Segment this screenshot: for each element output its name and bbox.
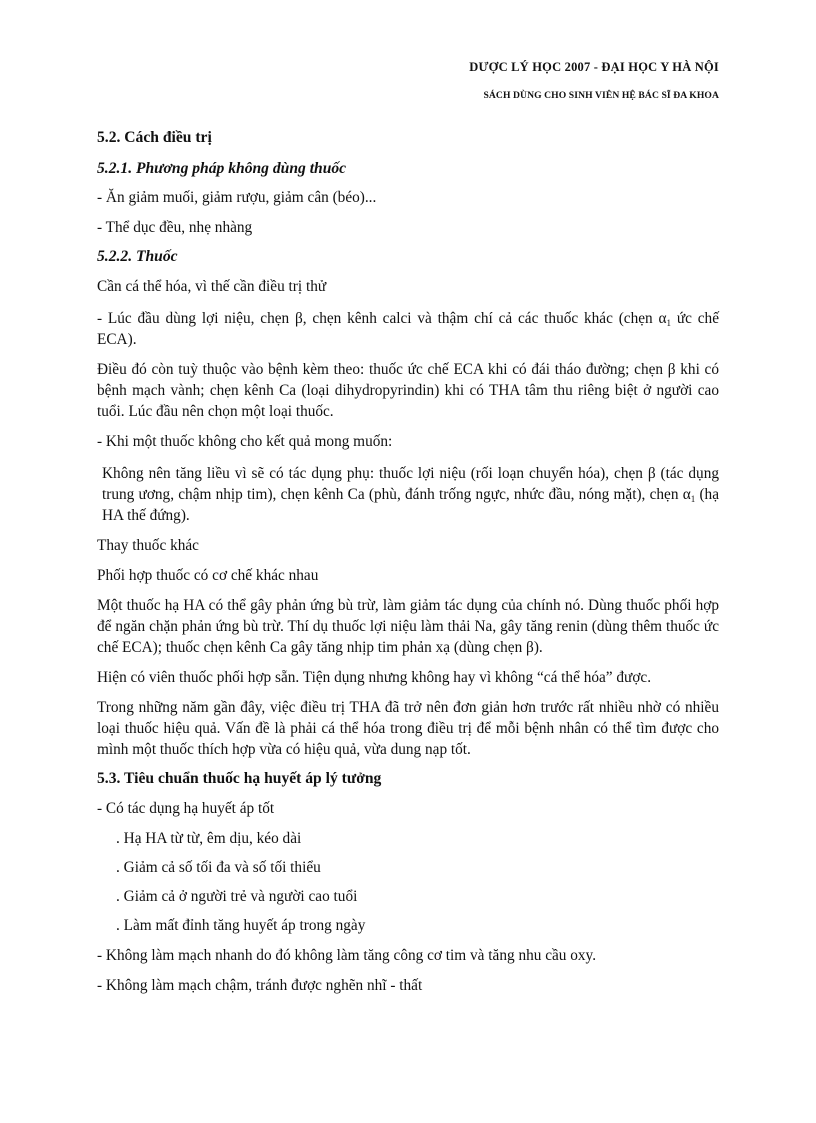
paragraph-text: ức chế ECA). [97, 310, 719, 348]
paragraph: Trong những năm gần đây, việc điều trị THA đã trở nên đơn giản hơn trước rất nhiều nhờ có nhiều loại thuốc hiệu quả. Vấn đề là phải cá thể hóa trong điều trị để mỗi bệnh nhân có thể tìm được cho mình một thuốc thích hợp vừa có hiệu quả, vừa dung nạp tốt. [97, 699, 719, 758]
list-sub-item: . Làm mất đỉnh tăng huyết áp trong ngày [116, 917, 366, 934]
running-header-title: DƯỢC LÝ HỌC 2007 - ĐẠI HỌC Y HÀ NỘI [469, 60, 719, 74]
list-sub-item: . Giảm cả ở người trẻ và người cao tuổi [116, 888, 358, 905]
paragraph-text: Không nên tăng liều vì sẽ có tác dụng phụ: thuốc lợi niệu (rối loạn chuyển hóa), chẹn β (tác dụng trung ương, chậm nhịp tim), chẹn kênh Ca (phù, đánh trống ngực, nhức đầu, nóng mặt), chẹn α [102, 465, 719, 503]
paragraph [97, 308, 719, 350]
subscript: 1 [666, 318, 672, 328]
list-sub-item: . Giảm cả số tối đa và số tối thiểu [116, 859, 321, 876]
paragraph: Điều đó còn tuỳ thuộc vào bệnh kèm theo: thuốc ức chế ECA khi có đái tháo đường; chẹn β khi có bệnh mạch vành; chẹn kênh Ca (loại dihydropyrindin) khi có THA tâm thu riêng biệt ở người cao tuổi. Lúc đầu nên chọn một loại thuốc. [97, 361, 719, 420]
list-item: - Ăn giảm muối, giảm rượu, giảm cân (béo)... [97, 189, 377, 206]
list-sub-item: . Hạ HA từ từ, êm dịu, kéo dài [116, 830, 302, 847]
subscript: 1 [690, 494, 696, 504]
list-item: - Có tác dụng hạ huyết áp tốt [97, 800, 275, 817]
paragraph [97, 463, 719, 526]
list-item: - Không làm mạch nhanh do đó không làm tăng công cơ tim và tăng nhu cầu oxy. [97, 947, 597, 964]
section-heading-5-2: 5.2. Cách điều trị [97, 129, 212, 146]
paragraph: Thay thuốc khác [97, 537, 199, 554]
section-heading-5-3: 5.3. Tiêu chuẩn thuốc hạ huyết áp lý tưởng [97, 770, 382, 787]
page-body [97, 127, 719, 996]
paragraph: Một thuốc hạ HA có thể gây phản ứng bù trừ, làm giảm tác dụng của chính nó. Dùng thuốc phối hợp để ngăn chặn phản ứng bù trừ. Thí dụ thuốc lợi niệu làm thải Na, gây tăng renin (dùng thêm thuốc ức chế ECA); thuốc chẹn kênh Ca gây tăng nhịp tim phản xạ (dùng chẹn β). [97, 597, 719, 656]
paragraph: Hiện có viên thuốc phối hợp sẵn. Tiện dụng nhưng không hay vì không “cá thể hóa” được. [97, 669, 652, 686]
paragraph: Phối hợp thuốc có cơ chế khác nhau [97, 567, 319, 584]
subsection-heading-5-2-2: 5.2.2. Thuốc [97, 248, 178, 265]
list-item: - Thể dục đều, nhẹ nhàng [97, 219, 253, 236]
running-header-subtitle: SÁCH DÙNG CHO SINH VIÊN HỆ BÁC SĨ ĐA KHOA [483, 90, 719, 101]
paragraph-text: (hạ HA thế đứng). [102, 486, 720, 524]
list-item: - Không làm mạch chậm, tránh được nghẽn nhĩ - thất [97, 977, 423, 994]
paragraph: Cần cá thể hóa, vì thế cần điều trị thử [97, 278, 327, 295]
paragraph: - Khi một thuốc không cho kết quả mong muốn: [97, 433, 393, 450]
paragraph-text: - Lúc đầu dùng lợi niệu, chẹn β, chẹn kênh calci và thậm chí cả các thuốc khác (chẹn α [97, 310, 667, 327]
subsection-heading-5-2-1: 5.2.1. Phương pháp không dùng thuốc [97, 160, 347, 177]
